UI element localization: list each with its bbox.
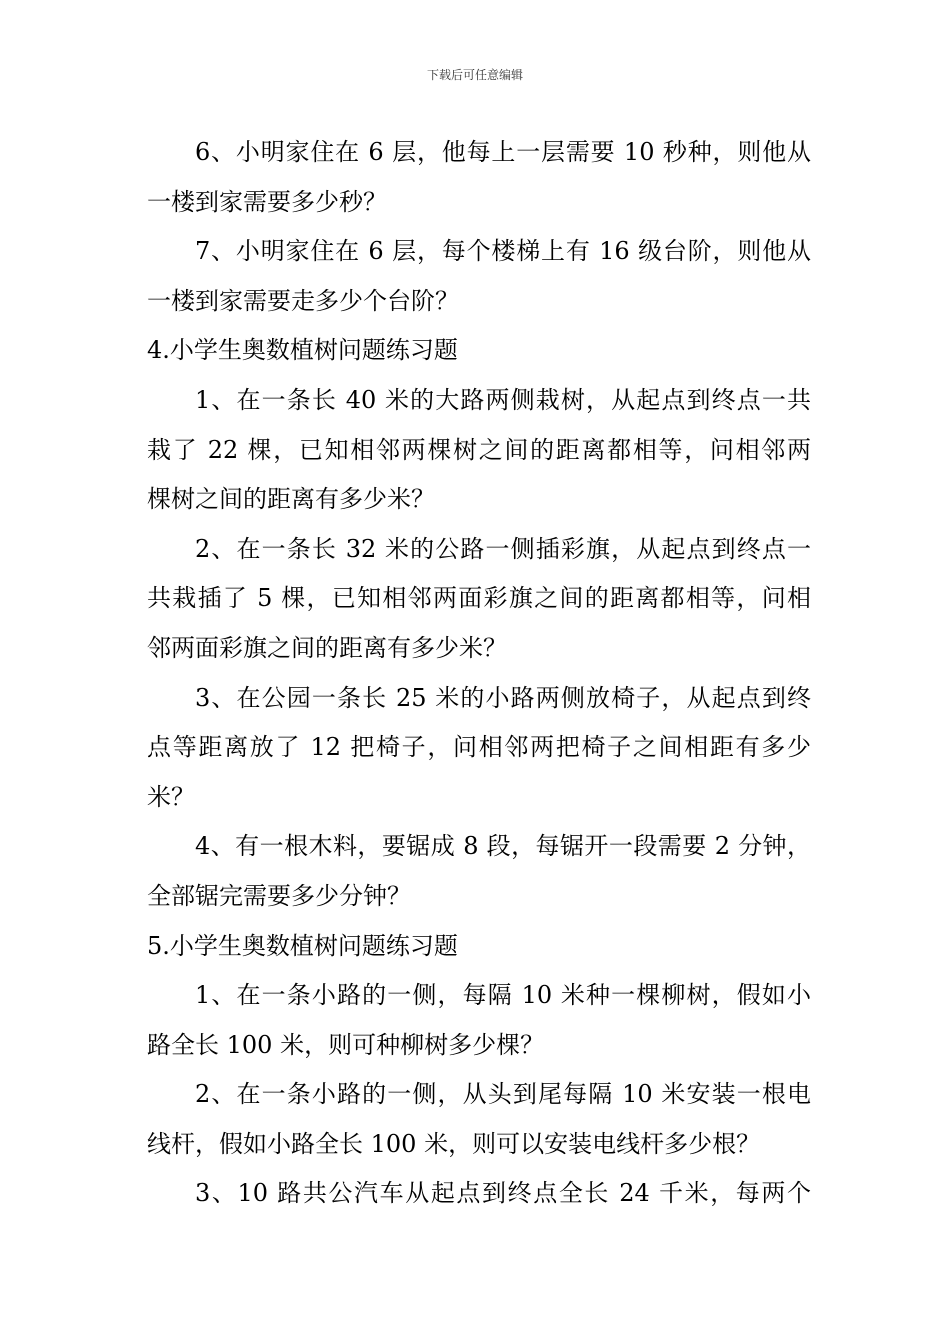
s4-question-1-line-2: 栽了 22 棵，已知相邻两棵树之间的距离都相等，问相邻两 (147, 435, 811, 464)
s5-question-3-line-1: 3、10 路共公汽车从起点到终点全长 24 千米，每两个 (195, 1179, 811, 1208)
section-4-heading: 4.小学生奥数植树问题练习题 (147, 336, 458, 365)
question-6-line-1: 6、小明家住在 6 层，他每上一层需要 10 秒种，则他从 (195, 138, 811, 166)
question-7-line-1: 7、小明家住在 6 层，每个楼梯上有 16 级台阶，则他从 (195, 237, 811, 266)
s4-question-4-line-2: 全部锯完需要多少分钟？ (147, 881, 411, 910)
s4-question-2-line-3: 邻两面彩旗之间的距离有多少米？ (147, 633, 507, 662)
s5-question-2-line-1: 2、在一条小路的一侧，从头到尾每隔 10 米安装一根电 (195, 1080, 811, 1109)
s4-question-1-line-1: 1、在一条长 40 米的大路两侧栽树，从起点到终点一共 (195, 385, 811, 414)
page-header: 下载后可任意编辑 (426, 68, 523, 82)
s4-question-3-line-3: 米？ (147, 782, 195, 811)
document-body (147, 128, 811, 1219)
question-6-line-2: 一楼到家需要多少秒？ (147, 187, 387, 216)
s4-question-3-line-1: 3、在公园一条长 25 米的小路两侧放椅子，从起点到终 (195, 683, 811, 712)
s4-question-4-line-1: 4、有一根木料，要锯成 8 段，每锯开一段需要 2 分钟， (195, 832, 811, 861)
section-5-heading: 5.小学生奥数植树问题练习题 (147, 931, 458, 960)
s5-question-1-line-2: 路全长 100 米，则可种柳树多少棵？ (147, 1030, 545, 1059)
question-7-line-2: 一楼到家需要走多少个台阶？ (147, 286, 459, 315)
s5-question-1-line-1: 1、在一条小路的一侧，每隔 10 米种一棵柳树，假如小 (195, 981, 811, 1010)
s5-question-2-line-2: 线杆，假如小路全长 100 米，则可以安装电线杆多少根？ (147, 1129, 761, 1158)
s4-question-2-line-1: 2、在一条长 32 米的公路一侧插彩旗，从起点到终点一 (195, 534, 811, 563)
s4-question-3-line-2: 点等距离放了 12 把椅子，问相邻两把椅子之间相距有多少 (147, 733, 811, 762)
s4-question-2-line-2: 共栽插了 5 棵，已知相邻两面彩旗之间的距离都相等，问相 (147, 584, 811, 613)
s4-question-1-line-3: 棵树之间的距离有多少米？ (147, 485, 435, 514)
